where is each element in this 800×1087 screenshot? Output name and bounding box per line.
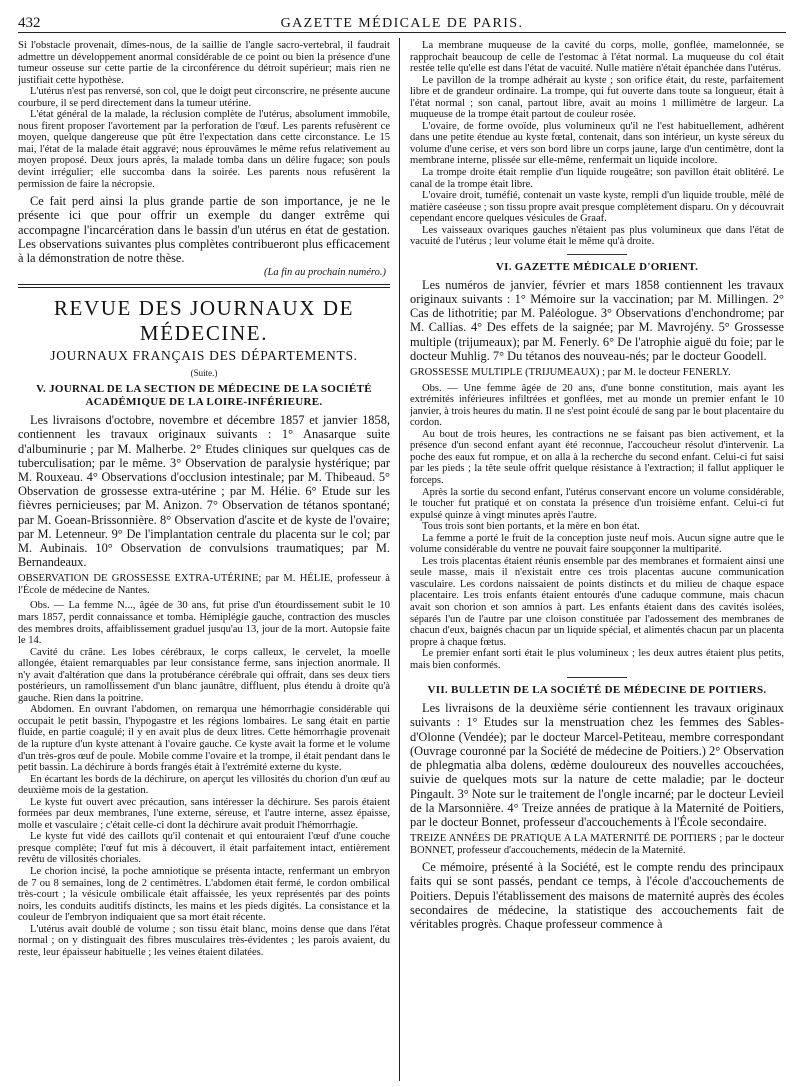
grossesse-heading: GROSSESSE MULTIPLE (TRIJUMEAUX) ; par M. le docteur FENERLY.	[410, 367, 731, 379]
body-paragraph: L'ovaire droit, tuméfié, contenait un vaste kyste, rempli d'un liquide trouble, mêlé de matière caséeuse ; son tissu propre avait presque complètement disparu. On y découvrait cependant encore quelques vésicules de Graaf.	[410, 190, 784, 225]
observation-heading: OBSERVATION DE GROSSESSE EXTRA-UTÉRINE; par M. HÉLIE, professeur à l'École de médecine de Nantes.	[18, 573, 390, 596]
suite-label: (Suite.)	[190, 368, 218, 379]
observation-paragraph: Le chorion incisé, la poche amniotique se présenta intacte, renfermant un embryon de 7 ou 8 semaines, long de 2 centimètres. L'abdomen était fermé, le cordon ombilical très-court ; la vésicule ombilicale était affaissée, les yeux représentés par des points noirs, les conduits auditifs distincts, les mains et les pieds digités. La consistance et la couleur de l'embryon indiquaient que sa mort était récente.	[18, 866, 390, 924]
body-paragraph: L'utérus n'est pas renversé, son col, que le doigt peut circonscrire, ne présente aucune courbure, il se perd directement dans la tumeur utérine.	[18, 86, 390, 109]
observation-paragraph: Cavité du crâne. Les lobes cérébraux, le corps calleux, le cervelet, la moelle allongée, étaient remarquables par leur consistance ferme, sans injection anormale. Il n'y avait d'altération que dans la protubérance cérébrale qui offrait, dans ses deux tiers postérieurs, un ramollissement d'un blanc jaunâtre, diffluent, plus étendu à droite qu'à gauche. Rien dans la poitrine.	[18, 646, 390, 704]
right-column	[410, 40, 784, 1083]
section-vi-intro: Les numéros de janvier, février et mars 1858 contiennent les travaux originaux suivants : 1° Mémoire sur la vaccination; par M. Millingen. 2° Cas de lithotritie; par M. Paléologue. 3° Observations d'enchondrome; par M. Callias. 4° Des effets de la saignée; par M. Mavrojény. 5° Grossesse multiple (trijumeaux); par M. Fenerly. 6° De l'atrophie aiguë du foie; par le docteur Muhlig. 7° Du tétanos des nouveau-nés; par le docteur Goodell.	[410, 277, 784, 363]
section-vii-intro: Les livraisons de la deuxième série contiennent les travaux originaux suivants : 1° Etudes sur la menstruation chez les femmes des Sables-d'Olonne (Vendée); par le docteur Marcel-Petiteau, membre correspondant (Ouvrage couronné par la Société de médecine de Poitiers.) 2° Observation de phlegmatia alba dolens, œdème douloureux des nouvelles accouchées, suivie de quelques mots sur la nature de cette maladie; par le docteur Pingault. 3° Note sur le traitement de l'ongle incarné; par le docteur Levieil de la Marsonnière. 4° Treize années de pratique à la Maternité de Poitiers, par le docteur Bonnet, professeur d'accouchements à l'École secondaire.	[410, 701, 784, 829]
body-paragraph: La membrane muqueuse de la cavité du corps, molle, gonflée, mamelonnée, se rapprochait beaucoup de celle de l'estomac à l'état normal. La muqueuse du col était restée telle qu'elle est dans l'état de vacuité. Nulle matière n'était épanchée dans l'utérus.	[410, 40, 784, 75]
body-paragraph: Le pavillon de la trompe adhérait au kyste ; son orifice était, du reste, parfaitement libre et de grandeur ordinaire. La trompe, qui fut ouverte dans toute sa longueur, était à l'état normal ; son canal, partout libre, avait au moins 1 millimètre de largeur. La muqueuse de la trompe était partout de couleur rosée.	[410, 74, 784, 121]
short-rule	[567, 254, 627, 255]
journal-title: GAZETTE MÉDICALE DE PARIS.	[280, 16, 524, 31]
observation-paragraph: Obs. — La femme N..., âgée de 30 ans, fut prise d'un étourdissement subit le 10 mars 1857, perdit connaissance et tomba. Hémiplégie gauche, contraction des muscles des membres droits, affaiblissement graduel jusqu'au 13, jour de la mort. Autopsie faite le 14.	[18, 600, 390, 647]
section-rule	[18, 284, 390, 288]
left-column	[18, 40, 390, 1083]
treize-heading: TREIZE ANNÉES DE PRATIQUE A LA MATERNITÉ DE POITIERS ; par le docteur BONNET, professeur d'accouchements, médecin de la Maternité.	[410, 833, 784, 856]
section-v-title: V. JOURNAL DE LA SECTION DE MÉDECINE DE LA SOCIÉTÉ ACADÉMIQUE DE LA LOIRE-INFÉRIEURE.	[36, 383, 372, 409]
revue-subtitle: JOURNAUX FRANÇAIS DES DÉPARTEMENTS.	[50, 348, 358, 364]
closing-paragraph: Ce fait perd ainsi la plus grande partie de son importance, je ne le présente ici que pour offrir un exemple du danger extrême qui accompagne l'incarcération dans le bassin d'un utérus en état de gestation. Les observations suivantes plus complètes contribueront plus efficacement à la démonstration de notre thèse.	[18, 194, 390, 265]
observation-paragraph: Le kyste fut vidé des caillots qu'il contenait et qui entouraient l'œuf d'une couche presque complète; l'œuf fut mis à découvert, il était parfaitement intact, entièrement revêtu de villosités choriales.	[18, 831, 390, 866]
grossesse-paragraph: Au bout de trois heures, les contractions ne se faisant pas bien activement, et la présence d'un second enfant ayant été reconnue, l'accoucheur résolut d'intervenir. La poche des eaux fut rompue, et on alla à la recherche du second enfant. Celui-ci fut saisi par les pieds ; la tête seule offrit quelque résistance à l'extraction; il fallut appliquer le forceps.	[410, 428, 784, 486]
revue-title: REVUE DES JOURNAUX DE MÉDECINE.	[53, 296, 355, 346]
page-number: 432	[18, 15, 41, 31]
observation-paragraph: L'utérus avait doublé de volume ; son tissu était blanc, moins dense que dans l'état normal ; on y distinguait des fibres musculaires très-évidentes ; les parois avaient, du reste, leur épaisseur habituelle ; les veines étaient dilatées.	[18, 923, 390, 958]
section-vii-title: VII. BULLETIN DE LA SOCIÉTÉ DE MÉDECINE DE POITIERS.	[427, 684, 767, 697]
treize-paragraph: Ce mémoire, présenté à la Société, est le compte rendu des principaux faits qui se sont passés, pendant ce temps, à l'école d'accouchements de Poitiers. Depuis l'établissement des maisons de maternité auprès des écoles secondaires de médecine, la statistique des accouchements fait de véritables progrès. Chaque professeur commence à	[410, 860, 784, 932]
continued-note: (La fin au prochain numéro.)	[263, 267, 386, 279]
body-paragraph: Les vaisseaux ovariques gauches n'étaient pas plus volumineux que dans l'état de vacuité de l'utérus ; leur volume était le même qu'à droite.	[410, 224, 784, 248]
grossesse-paragraph: Le premier enfant sorti était le plus volumineux ; les deux autres étaient plus petits, mais bien conformés.	[410, 648, 784, 671]
grossesse-paragraph: Obs. — Une femme âgée de 20 ans, d'une bonne constitution, mais ayant les extrémités inférieures infiltrées et gonflées, met au monde un premier enfant le 10 janvier, à trois heures du matin. Il ne s'est point écoulé de sang par le bout placentaire du cordon.	[410, 382, 784, 429]
body-paragraph: L'état général de la malade, la réclusion complète de l'utérus, absolument immobile, nous firent proposer l'avortement par la perforation de l'œuf. Les parents refusèrent ce moyen, quelque dangereuse que pût être l'expectation dans cette circonstance. Le 15 mai, l'état de la malade était aggravé; nous éprouvâmes le même refus relativement au moyen proposé. Deux jours après, la malade tomba dans un délire fugace; son pouls devint irrégulier; elle succomba dans la soirée. Les parents nous refusèrent la permission de faire la nécropsie.	[18, 109, 390, 190]
body-paragraph: La trompe droite était remplie d'un liquide rougeâtre; son pavillon était oblitéré. Le canal de la trompe était libre.	[410, 167, 784, 190]
observation-paragraph: Abdomen. En ouvrant l'abdomen, on remarqua une hémorrhagie considérable qui occupait le petit bassin, l'hypogastre et les régions lombaires. Le sang était en partie fluide, en partie coagulé; il y en avait plus de deux litres. Cette hémorrhagie provenait de la rupture d'un kyste attenant à l'ovaire gauche. Ce kyste avait la forme et le volume d'un très-gros œuf de poule. Mobile comme l'ovaire et la trompe, il était pendant dans le petit bassin. La déchirure à bords frangés était à l'extrémité externe du kyste.	[18, 704, 390, 774]
grossesse-paragraph: Après la sortie du second enfant, l'utérus conservant encore un volume considérable, le toucher fut pratiqué et on constata la présence d'un troisième enfant. Celui-ci fut expulsé quinze à vingt minutes après l'autre.	[410, 486, 784, 521]
grossesse-paragraph: Tous trois sont bien portants, et la mère en bon état.	[422, 521, 640, 533]
observation-paragraph: Le kyste fut ouvert avec précaution, sans intéresser la déchirure. Ses parois étaient formées par deux membranes, l'une externe, séreuse, et l'autre interne, assez épaisse, molle et vasculaire ; c'était celle-ci dont la déchirure avait produit l'hémorrhagie.	[18, 796, 390, 831]
observation-paragraph: En écartant les bords de la déchirure, on aperçut les villosités du chorion d'un œuf au deuxième mois de la gestation.	[18, 773, 390, 797]
running-header	[18, 10, 786, 33]
short-rule	[567, 677, 627, 678]
body-paragraph: L'ovaire, de forme ovoïde, plus volumineux qu'il ne l'est habituellement, adhérent dans une petite étendue au kyste fœtal, contenait, dans son intérieur, un kyste séreux du volume d'une cerise, et vers son bord libre un corps jaune, large d'un centimètre, dont la membrane interne, plissée sur elle-même, renfermait un liquide incolore.	[410, 120, 784, 167]
grossesse-paragraph: Les trois placentas étaient réunis ensemble par des membranes et formaient ainsi une seule masse, mais il n'existait entre ces trois placentas aucune communication vasculaire. Les cordons naissaient de points distincts et du milieu de chaque espace placentaire. Les trois enfants étaient entourés d'une caduque commune, mais chacun avait son chorion et son amnios à part. Les enfants étaient dans des cavités isolées, séparés l'un de l'autre par une cloison constituée par l'adossement des membranes de chacun d'eux, baignés chacun par un liquide spécial, et alimentés chacun par un placenta propre à chaque fœtus.	[410, 555, 784, 648]
column-divider	[399, 38, 400, 1081]
section-v-intro: Les livraisons d'octobre, novembre et décembre 1857 et janvier 1858, contiennent les travaux originaux suivants : 1° Anasarque suite d'albuminurie ; par M. Malherbe. 2° Etudes cliniques sur quelques cas de tuberculisation; par le même. 3° Observation de paralysie hystérique; par M. Rouxeau. 4° Observations d'occlusion intestinale; par M. Thibeaud. 5° Observation de grossesse extra-utérine ; par M. Hélie. 6° Etude sur les fièvres pernicieuses; par M. Anizon. 7° Observation de tétanos spontané; par M. Goean-Brissonnière. 8° Observation d'ascite et de kyste de l'ovaire; par M. Letenneur. 9° De l'implantation centrale du placenta sur le col; par M. Aubinais. 10° Observation de convulsions traumatiques; par M. Bernandeaux.	[18, 413, 390, 570]
body-paragraph: Si l'obstacle provenait, dîmes-nous, de la saillie de l'angle sacro-vertebral, il faudrait admettre un développement anormal considérable de ce point ou bien la présence d'une tumeur osseuse sur cette partie de la circonférence du détroit supérieur; mais rien ne justifiait cette hypothèse.	[18, 40, 390, 86]
section-vi-title: VI. GAZETTE MÉDICALE D'ORIENT.	[495, 260, 699, 273]
grossesse-paragraph: La femme a porté le fruit de la conception juste neuf mois. Aucun signe autre que le volume considérable du ventre ne pouvait faire soupçonner la multiparité.	[410, 532, 784, 556]
